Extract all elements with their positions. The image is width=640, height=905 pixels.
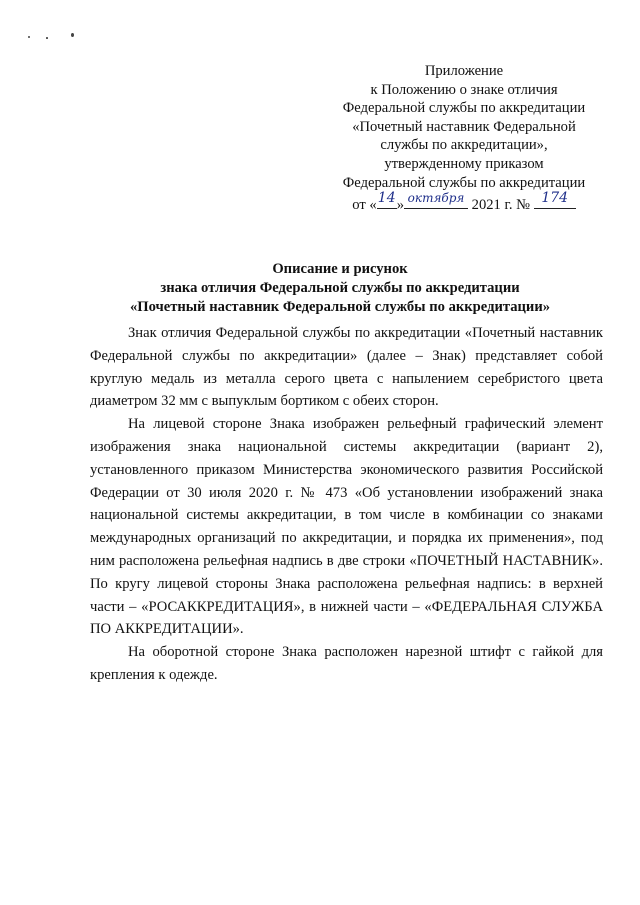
body-paragraph: На лицевой стороне Знака изображен рельефный графический элемент изображения знака национальной системы аккредитации (вариант 2), установленного приказом Министерства экономического развития Российской Федерации от 30 июля 2020 г. № 473 «Об установлении изображений знака национальной системы аккредитации, в том числе в комбинации со знаками международных организаций по аккредитации, и порядка их применения», под ним расположена рельефная надпись в две строки «ПОЧЕТНЫЙ НАСТАВНИК». По кругу лицевой стороны Знака расположена рельефная надпись: в верхней части – «РОСАККРЕДИТАЦИЯ», в нижней части – «ФЕДЕРАЛЬНАЯ СЛУЖБА ПО АККРЕДИТАЦИИ».	[90, 416, 603, 638]
scan-speck	[71, 33, 74, 37]
document-title	[90, 260, 590, 317]
scan-speck	[28, 36, 30, 38]
appendix-line: службы по аккредитации»,	[380, 137, 548, 154]
order-number-handwritten: 174	[541, 189, 569, 206]
body-paragraph: Знак отличия Федеральной службы по аккредитации «Почетный наставник Федеральной службы по аккредитации» (далее – Знак) представляет собой круглую медаль из металла серого цвета с напылением серебристого цвета диаметром 32 мм с выпуклым бортиком с обеих сторон.	[90, 325, 603, 410]
scan-speck	[46, 37, 48, 39]
title-line: знака отличия Федеральной службы по аккредитации	[160, 280, 520, 296]
body-paragraph: На оборотной стороне Знака расположен нарезной штифт с гайкой для крепления к одежде.	[90, 644, 603, 683]
date-suffix: 2021 г. №	[468, 197, 531, 214]
title-line: Описание и рисунок	[272, 261, 408, 277]
date-prefix: от «	[352, 197, 377, 214]
title-line: «Почетный наставник Федеральной службы по аккредитации»	[129, 299, 551, 315]
date-mid: »	[396, 197, 405, 214]
order-number-field	[534, 189, 576, 209]
appendix-line: Приложение	[424, 63, 504, 79]
date-day-handwritten: 14	[377, 189, 396, 206]
appendix-line: утвержденному приказом	[384, 155, 544, 172]
document-body	[90, 322, 603, 687]
date-month-field	[404, 192, 468, 209]
date-day-field	[377, 189, 397, 209]
appendix-line: Федеральной службы по аккредитации	[342, 174, 586, 191]
approval-date-line	[318, 189, 610, 215]
appendix-line: «Почетный наставник Федеральной	[352, 118, 576, 135]
appendix-header	[318, 62, 610, 215]
date-month-handwritten: октября	[407, 190, 465, 205]
appendix-line: к Положению о знаке отличия	[370, 81, 558, 98]
appendix-line: Федеральной службы по аккредитации	[342, 100, 586, 117]
